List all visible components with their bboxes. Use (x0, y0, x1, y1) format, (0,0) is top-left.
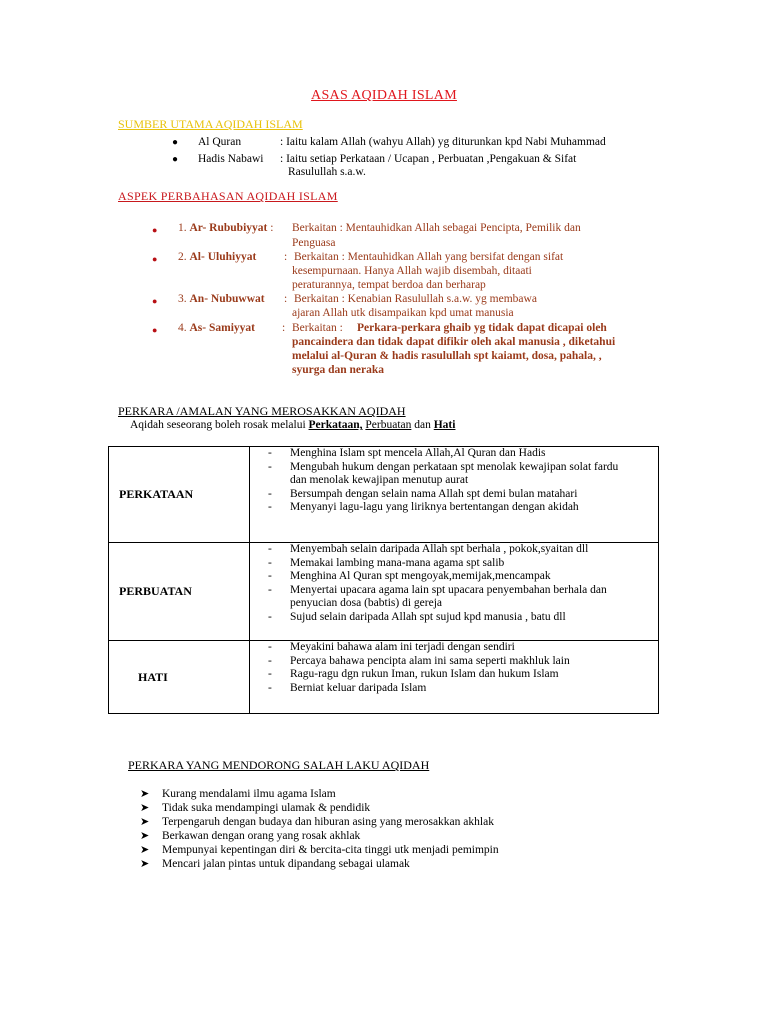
aspek-desc: Penguasa (292, 237, 336, 249)
aspek-desc: melalui al-Quran & hadis rasulullah spt kaiamt, dosa, pahala, , (292, 350, 602, 362)
mendorong-heading: PERKARA YANG MENDORONG SALAH LAKU AQIDAH (128, 758, 430, 772)
aspek-sep: : (282, 322, 286, 334)
arrow-bullet-icon: ➤ (140, 830, 150, 842)
list-item: Kurang mendalami ilmu agama Islam (162, 788, 336, 800)
bullet-icon: ● (172, 154, 179, 165)
list-item: - Memakai lambing mana-mana agama spt salib (268, 556, 505, 569)
table-row (109, 447, 659, 543)
list-item: - Berniat keluar daripada Islam (268, 681, 427, 694)
bullet-icon: ● (152, 254, 158, 264)
list-item: - Sujud selain daripada Allah spt sujud kpd manusia , batu dll (268, 610, 566, 623)
aspek-num: 1. (178, 222, 187, 234)
table-row (109, 543, 659, 641)
sumber-term: Al Quran (198, 136, 242, 148)
aspek-term: Al- Uluhiyyat (189, 251, 257, 263)
page-title: ASAS AQIDAH ISLAM (311, 88, 457, 103)
aspek-desc: peraturannya, tempat berdoa dan berharap (292, 279, 486, 291)
aspek-desc: kesempurnaan. Hanya Allah wajib disembah, ditaati (292, 265, 532, 277)
merosakkan-heading: PERKARA /AMALAN YANG MEROSAKKAN AQIDAH (118, 404, 406, 418)
aspek-desc: Berkaitan : Mentauhidkan Allah yang bersifat dengan sifat (294, 251, 564, 263)
list-item: Tidak suka mendampingi ulamak & pendidik (162, 802, 371, 814)
sumber-desc: : Iaitu setiap Perkataan / Ucapan , Perbuatan ,Pengakuan & Sifat (280, 153, 577, 165)
intro-perbuatan: Perbuatan (365, 419, 412, 431)
arrow-bullet-icon: ➤ (140, 844, 150, 856)
aspek-item-1 (178, 221, 273, 235)
arrow-bullet-icon: ➤ (140, 816, 150, 828)
intro-hati: Hati (433, 419, 456, 431)
row-label: PERKATAAN (109, 447, 250, 543)
merosakkan-intro (130, 418, 455, 432)
sumber-heading: SUMBER UTAMA AQIDAH ISLAM (118, 117, 303, 131)
aspek-desc: Berkaitan : Mentauhidkan Allah sebagai Pencipta, Pemilik dan (292, 222, 581, 234)
list-item: - Bersumpah dengan selain nama Allah spt demi bulan matahari (268, 487, 578, 500)
aspek-desc: Perkara-perkara ghaib yg tidak dapat dicapai oleh (357, 322, 607, 334)
row-items (250, 641, 659, 714)
aspek-item-2 (178, 250, 256, 264)
list-item: - Menyanyi lagu-lagu yang liriknya bertentangan dengan akidah (268, 501, 579, 513)
list-item: - Ragu-ragu dgn rukun Iman, rukun Islam dan hukum Islam (268, 668, 559, 680)
list-item: - Menyertai upacara agama lain spt upacara penyembahan berhala dan penyucian dosa (babtis) di gereja (268, 583, 607, 609)
aspek-item-4 (178, 321, 255, 335)
row-label: HATI (109, 641, 250, 714)
intro-dan: dan (414, 419, 431, 431)
aspek-item-3 (178, 292, 265, 306)
aspek-desc: ajaran Allah utk disampaikan kpd umat manusia (292, 307, 514, 319)
aspek-num: 4. (178, 322, 187, 334)
list-item: Mencari jalan pintas untuk dipandang sebagai ulamak (162, 858, 410, 870)
aspek-heading: ASPEK PERBAHASAN AQIDAH ISLAM (118, 189, 338, 203)
aspek-num: 2. (178, 251, 187, 263)
list-item: - Menghina Al Quran spt mengoyak,memijak,mencampak (268, 570, 551, 582)
list-item: - Percaya bahawa pencipta alam ini sama seperti makhluk lain (268, 654, 570, 667)
list-item: - Meyakini bahawa alam ini terjadi dengan sendiri (268, 641, 515, 653)
aspek-sep: : (270, 222, 274, 234)
row-items (250, 543, 659, 641)
arrow-bullet-icon: ➤ (140, 802, 150, 814)
aspek-desc: syurga dan neraka (292, 364, 385, 376)
merosakkan-table (108, 446, 659, 714)
list-item: Terpengaruh dengan budaya dan hiburan asing yang merosakkan akhlak (162, 816, 494, 828)
sumber-desc-cont: Rasulullah s.a.w. (288, 166, 366, 178)
aspek-desc: pancaindera dan tidak dapat difikir oleh akal manusia , diketahui (292, 336, 616, 348)
aspek-num: 3. (178, 293, 187, 305)
list-item: - Mengubah hukum dengan perkataan spt menolak kewajipan solat fardu dan menolak kewajipan menutup aurat (268, 460, 619, 486)
row-label: PERBUATAN (109, 543, 250, 641)
list-item: - Menghina Islam spt mencela Allah,Al Quran dan Hadis (268, 447, 546, 459)
bullet-icon: ● (152, 325, 158, 335)
aspek-lead: Berkaitan : (292, 322, 343, 334)
aspek-term: An- Nubuwwat (189, 293, 265, 305)
arrow-bullet-icon: ➤ (140, 858, 150, 870)
aspek-term: As- Samiyyat (189, 322, 255, 334)
list-item: - Menyembah selain daripada Allah spt berhala , pokok,syaitan dll (268, 543, 589, 555)
list-item: Mempunyai kepentingan diri & bercita-cita tinggi utk menjadi pemimpin (162, 844, 499, 856)
aspek-sep: : (284, 251, 288, 263)
bullet-icon: ● (172, 137, 179, 148)
arrow-bullet-icon: ➤ (140, 788, 150, 800)
aspek-desc: Berkaitan : Kenabian Rasulullah s.a.w. yg membawa (294, 293, 537, 305)
row-items (250, 447, 659, 543)
table-row (109, 641, 659, 714)
aspek-sep: : (284, 293, 288, 305)
aspek-term: Ar- Rububiyyat (189, 222, 268, 234)
bullet-icon: ● (152, 296, 158, 306)
bullet-icon: ● (152, 225, 158, 235)
intro-perkataan: Perkataan, (308, 419, 363, 431)
list-item: Berkawan dengan orang yang rosak akhlak (162, 830, 361, 842)
sumber-term: Hadis Nabawi (198, 153, 264, 165)
intro-prefix: Aqidah seseorang boleh rosak melalui (130, 419, 306, 431)
sumber-desc: : Iaitu kalam Allah (wahyu Allah) yg diturunkan kpd Nabi Muhammad (280, 136, 606, 148)
